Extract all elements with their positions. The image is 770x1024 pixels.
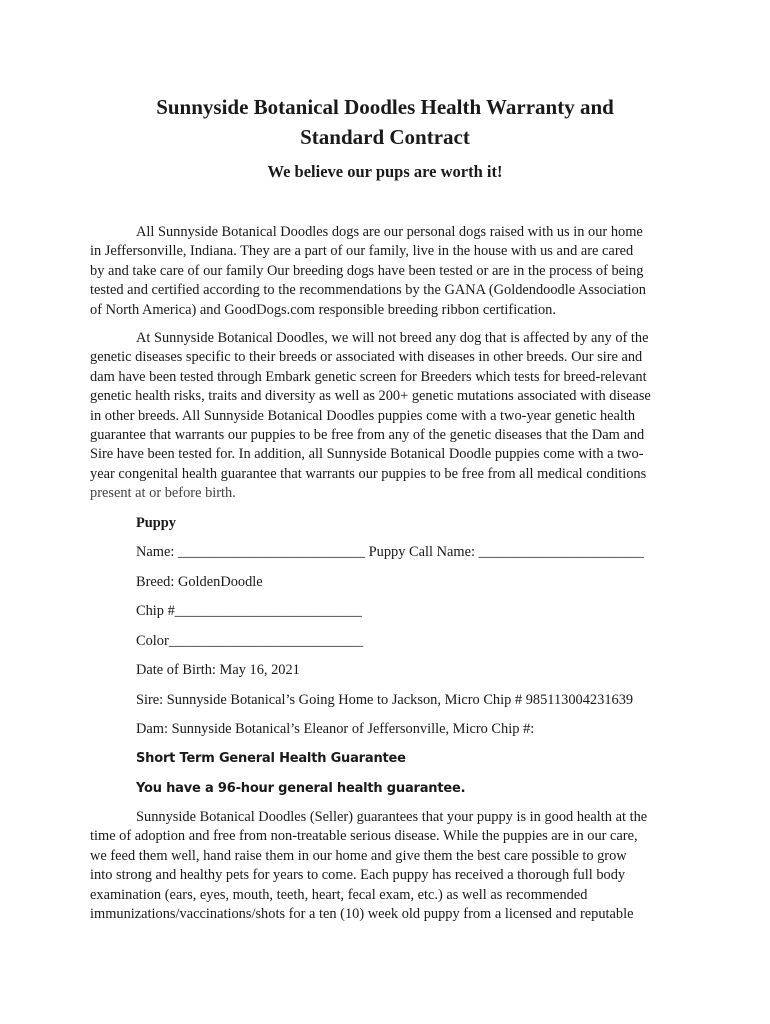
dam-field: Dam: Sunnyside Botanical’s Eleanor of Jeffersonville, Micro Chip #: xyxy=(136,721,535,737)
paragraph-line: in other breeds. All Sunnyside Botanical Doodles puppies come with a two-year genetic health xyxy=(90,407,636,424)
paragraph-line: by and take care of our family Our breeding dogs have been tested or are in the process of being xyxy=(90,262,644,279)
paragraph-line: present at or before birth. xyxy=(90,485,236,502)
breed-field: Breed: GoldenDoodle xyxy=(136,574,263,590)
paragraph-line: Sunnyside Botanical Doodles (Seller) guarantees that your puppy is in good health at the xyxy=(136,809,648,825)
sire-field: Sire: Sunnyside Botanical’s Going Home to Jackson, Micro Chip # 985113004231639 xyxy=(136,692,634,708)
seller-guarantee-paragraph xyxy=(90,808,682,924)
document-title xyxy=(90,92,680,152)
guarantee-hours: You have a 96-hour general health guarantee. xyxy=(136,781,466,796)
genetic-paragraph xyxy=(90,329,682,504)
paragraph-line: immunizations/vaccinations/shots for a ten (10) week old puppy from a licensed and reputable xyxy=(90,906,634,923)
paragraph-line: At Sunnyside Botanical Doodles, we will not breed any dog that is affected by any of the xyxy=(136,330,649,346)
paragraph-line: year congenital health guarantee that warrants our puppies to be free from all medical conditions xyxy=(90,465,647,482)
title-line-1: Sunnyside Botanical Doodles Health Warranty and xyxy=(156,95,614,119)
paragraph-line: genetic health risks, traits and diversity as well as 200+ genetic mutations associated with disease xyxy=(90,388,651,405)
paragraph-line: examination (ears, eyes, mouth, teeth, heart, fecal exam, etc.) as well as recommended xyxy=(90,886,588,903)
paragraph-line: time of adoption and free from non-treatable serious disease. While the puppies are in our care, xyxy=(90,828,638,845)
title-line-2: Standard Contract xyxy=(300,125,470,149)
color-field: Color___________________________ xyxy=(136,633,364,649)
intro-paragraph xyxy=(90,223,682,320)
name-field: Name: __________________________ Puppy Call Name: _______________________ xyxy=(136,544,645,560)
short-term-guarantee-heading: Short Term General Health Guarantee xyxy=(136,751,406,766)
paragraph-line: genetic diseases specific to their breeds or associated with diseases in other breeds. Our sire and xyxy=(90,349,643,366)
paragraph-line: guarantee that warrants our puppies to be free from any of the genetic diseases that the Dam and xyxy=(90,427,645,444)
paragraph-line: All Sunnyside Botanical Doodles dogs are our personal dogs raised with us in our home xyxy=(136,224,643,240)
document-subtitle: We believe our pups are worth it! xyxy=(267,162,503,181)
paragraph-line: dam have been tested through Embark genetic screen for Breeders which tests for breed-relevant xyxy=(90,368,647,385)
chip-field: Chip #__________________________ xyxy=(136,603,362,619)
paragraph-line: of North America) and GoodDogs.com responsible breeding ribbon certification. xyxy=(90,301,556,318)
paragraph-line: we feed them well, hand raise them in our home and give them the best care possible to grow xyxy=(90,847,627,864)
paragraph-line: in Jeffersonville, Indiana. They are a part of our family, live in the house with us and are cared xyxy=(90,243,634,260)
paragraph-line: tested and certified according to the recommendations by the GANA (Goldendoodle Association xyxy=(90,282,646,299)
puppy-heading: Puppy xyxy=(136,515,176,531)
paragraph-line: into strong and healthy pets for years to come. Each puppy has received a thorough full body xyxy=(90,867,626,884)
date-of-birth-field: Date of Birth: May 16, 2021 xyxy=(136,662,300,678)
paragraph-line: Sire have been tested for. In addition, all Sunnyside Botanical Doodle puppies come with a two- xyxy=(90,446,644,463)
